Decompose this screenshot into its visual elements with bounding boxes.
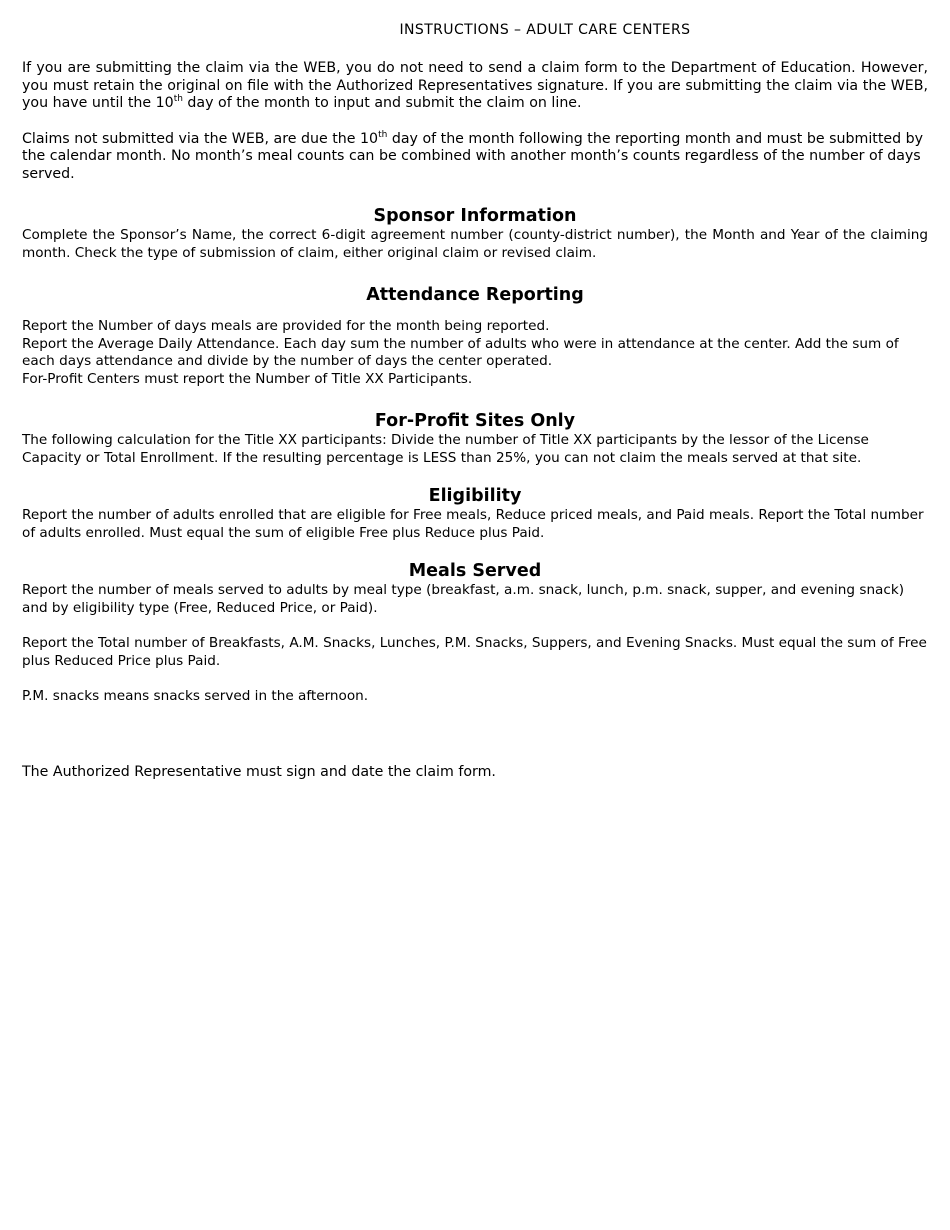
intro-p2-text-a: Claims not submitted via the WEB, are due the 10 bbox=[22, 130, 379, 147]
signature-note: The Authorized Representative must sign and date the claim form. bbox=[22, 763, 496, 780]
attendance-line-average: Report the Average Daily Attendance. Each day sum the number of adults who were in attendance at the center. Add the sum of each days attendance and divide by the number of days the center operated. bbox=[22, 335, 899, 369]
attendance-heading: Attendance Reporting bbox=[366, 285, 584, 305]
eligibility-text: Report the number of adults enrolled that are eligible for Free meals, Reduce priced meals, and Paid meals. Report the Total number of adults enrolled. Must equal the sum of eligible Free plus Reduce plus Paid. bbox=[22, 507, 924, 541]
for-profit-text: The following calculation for the Title XX participants: Divide the number of Title XX participants by the lessor of the License Capacity or Total Enrollment. If the resulting percentage is LESS than 25%, you can not claim the meals served at that site. bbox=[22, 432, 869, 466]
attendance-line-days: Report the Number of days meals are provided for the month being reported. bbox=[22, 318, 550, 334]
intro-paragraph-web bbox=[22, 60, 928, 113]
attendance-line-for-profit: For-Profit Centers must report the Number of Title XX Participants. bbox=[22, 370, 473, 387]
intro-p2-text-b: day of the month following the reporting month and must be submitted by the calendar month. No month’s meal counts can be combined with another month’s counts regardless of the number of days served. bbox=[22, 130, 924, 182]
document-title: INSTRUCTIONS – ADULT CARE CENTERS bbox=[399, 22, 691, 38]
meals-text-totals: Report the Total number of Breakfasts, A.M. Snacks, Lunches, P.M. Snacks, Suppers, and Evening Snacks. Must equal the sum of Free plus Reduced Price plus Paid. bbox=[22, 635, 927, 669]
intro-p1-superscript: th bbox=[173, 94, 183, 104]
eligibility-heading: Eligibility bbox=[428, 486, 522, 506]
intro-p2-superscript: th bbox=[378, 129, 388, 140]
sponsor-heading: Sponsor Information bbox=[373, 206, 577, 226]
for-profit-heading: For-Profit Sites Only bbox=[374, 411, 576, 431]
meals-text-types: Report the number of meals served to adults by meal type (breakfast, a.m. snack, lunch, p.m. snack, supper, and evening snack) and by eligibility type (Free, Reduced Price, or Paid). bbox=[22, 582, 905, 616]
intro-p1-text-a: If you are submitting the claim via the WEB, you do not need to send a claim form to the Department of Education. However, you must retain the original on file with the Authorized Representatives signature. If you are submitting the claim via the WEB, you have until the 10 bbox=[22, 60, 928, 111]
intro-paragraph-non-web bbox=[22, 131, 928, 184]
intro-p1-text-b: day of the month to input and submit the claim on line. bbox=[182, 95, 582, 111]
meals-heading: Meals Served bbox=[408, 561, 542, 581]
sponsor-text: Complete the Sponsor’s Name, the correct 6-digit agreement number (county-district number), the Month and Year of the claiming month. Check the type of submission of claim, either original claim or revised claim. bbox=[22, 227, 928, 261]
meals-text-pm-snacks: P.M. snacks means snacks served in the afternoon. bbox=[22, 688, 369, 704]
